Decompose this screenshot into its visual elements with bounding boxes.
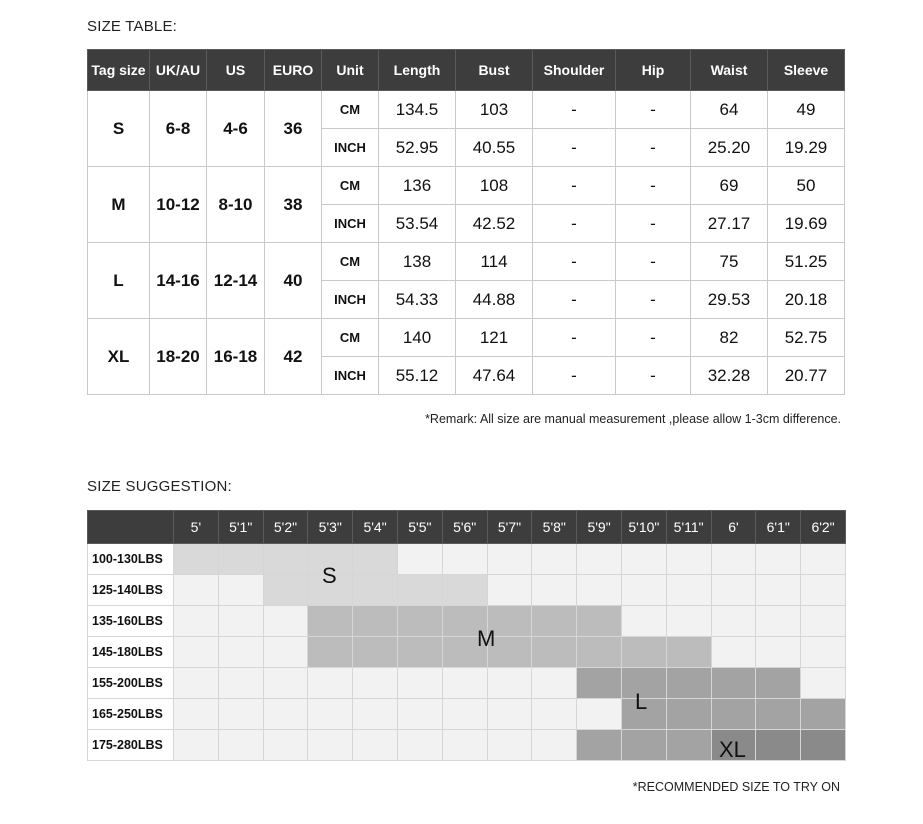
- grid-cell: [174, 606, 219, 637]
- grid-cell: [621, 544, 666, 575]
- size-tag-cell: XL: [88, 319, 150, 395]
- grid-cell: [218, 637, 263, 668]
- zone-label-l: L: [635, 689, 648, 714]
- grid-cell: [801, 699, 846, 730]
- measure-hip-cell: -: [616, 129, 691, 167]
- weight-label: 165-250LBS: [88, 699, 174, 730]
- grid-cell: [801, 544, 846, 575]
- measure-sleeve-cell: 52.75: [768, 319, 845, 357]
- grid-cell: [532, 606, 577, 637]
- height-header: 5': [174, 511, 219, 544]
- grid-cell: [308, 668, 353, 699]
- grid-cell: [487, 730, 532, 761]
- measure-shoulder-cell: -: [533, 129, 616, 167]
- grid-cell: [577, 637, 622, 668]
- grid-cell: [711, 575, 756, 606]
- grid-cell: [487, 699, 532, 730]
- grid-cell: [711, 544, 756, 575]
- measure-sleeve-cell: 20.18: [768, 281, 845, 319]
- measure-waist-cell: 27.17: [691, 205, 768, 243]
- grid-cell: [442, 699, 487, 730]
- grid-cell: [487, 575, 532, 606]
- grid-cell: [577, 606, 622, 637]
- size-table-header-row: [88, 50, 845, 91]
- grid-cell: [577, 730, 622, 761]
- measure-shoulder-cell: -: [533, 243, 616, 281]
- grid-cell: [353, 699, 398, 730]
- measure-shoulder-cell: -: [533, 167, 616, 205]
- grid-cell: [218, 730, 263, 761]
- header-bust: Bust: [456, 50, 533, 91]
- weight-label: 135-160LBS: [88, 606, 174, 637]
- weight-label: 125-140LBS: [88, 575, 174, 606]
- weight-label: 145-180LBS: [88, 637, 174, 668]
- grid-cell: [442, 575, 487, 606]
- measure-length-cell: 134.5: [379, 91, 456, 129]
- weight-row: [88, 606, 846, 637]
- size-uk-au-cell: 10-12: [150, 167, 207, 243]
- size-row-l-cm: [88, 243, 845, 281]
- measure-sleeve-cell: 19.29: [768, 129, 845, 167]
- grid-cell: [577, 575, 622, 606]
- measure-length-cell: 52.95: [379, 129, 456, 167]
- measure-bust-cell: 44.88: [456, 281, 533, 319]
- header-uk-au: UK/AU: [150, 50, 207, 91]
- height-header: 5'5": [397, 511, 442, 544]
- grid-cell: [308, 606, 353, 637]
- grid-cell: [711, 637, 756, 668]
- height-header: 5'8": [532, 511, 577, 544]
- measure-unit-cell: CM: [322, 91, 379, 129]
- grid-cell: [353, 575, 398, 606]
- weight-row: [88, 668, 846, 699]
- height-header: 5'10": [621, 511, 666, 544]
- weight-label: 175-280LBS: [88, 730, 174, 761]
- measure-length-cell: 54.33: [379, 281, 456, 319]
- grid-cell: [397, 544, 442, 575]
- measure-hip-cell: -: [616, 281, 691, 319]
- grid-cell: [397, 730, 442, 761]
- grid-cell: [666, 544, 711, 575]
- grid-cell: [756, 730, 801, 761]
- header-length: Length: [379, 50, 456, 91]
- header-shoulder: Shoulder: [533, 50, 616, 91]
- header-waist: Waist: [691, 50, 768, 91]
- measure-sleeve-cell: 50: [768, 167, 845, 205]
- size-euro-cell: 36: [265, 91, 322, 167]
- measure-hip-cell: -: [616, 167, 691, 205]
- grid-cell: [711, 668, 756, 699]
- grid-cell: [397, 575, 442, 606]
- grid-cell: [353, 637, 398, 668]
- grid-cell: [397, 606, 442, 637]
- measure-length-cell: 53.54: [379, 205, 456, 243]
- grid-cell: [397, 699, 442, 730]
- measure-sleeve-cell: 49: [768, 91, 845, 129]
- grid-cell: [174, 730, 219, 761]
- measure-length-cell: 136: [379, 167, 456, 205]
- measure-unit-cell: CM: [322, 243, 379, 281]
- recommend-note: *RECOMMENDED SIZE TO TRY ON: [632, 780, 840, 794]
- measure-waist-cell: 64: [691, 91, 768, 129]
- grid-cell: [174, 699, 219, 730]
- height-header: 5'6": [442, 511, 487, 544]
- grid-cell: [353, 668, 398, 699]
- measure-bust-cell: 103: [456, 91, 533, 129]
- grid-cell: [532, 730, 577, 761]
- measure-waist-cell: 29.53: [691, 281, 768, 319]
- grid-cell: [666, 637, 711, 668]
- grid-cell: [308, 699, 353, 730]
- header-sleeve: Sleeve: [768, 50, 845, 91]
- measure-hip-cell: -: [616, 91, 691, 129]
- grid-cell: [218, 575, 263, 606]
- grid-cell: [442, 730, 487, 761]
- grid-cell: [666, 699, 711, 730]
- size-tag-cell: S: [88, 91, 150, 167]
- size-us-cell: 8-10: [207, 167, 265, 243]
- size-table-title: SIZE TABLE:: [87, 18, 178, 35]
- grid-corner: [88, 511, 174, 544]
- grid-cell: [532, 637, 577, 668]
- size-row-s-cm: [88, 91, 845, 129]
- grid-cell: [218, 606, 263, 637]
- grid-cell: [532, 699, 577, 730]
- grid-cell: [666, 606, 711, 637]
- size-uk-au-cell: 14-16: [150, 243, 207, 319]
- grid-cell: [218, 699, 263, 730]
- grid-cell: [397, 637, 442, 668]
- grid-cell: [487, 544, 532, 575]
- grid-cell: [487, 668, 532, 699]
- height-header-row: [88, 511, 846, 544]
- size-us-cell: 16-18: [207, 319, 265, 395]
- grid-cell: [442, 544, 487, 575]
- measure-hip-cell: -: [616, 205, 691, 243]
- measure-sleeve-cell: 51.25: [768, 243, 845, 281]
- weight-row: [88, 575, 846, 606]
- grid-cell: [621, 575, 666, 606]
- header-tag-size: Tag size: [88, 50, 150, 91]
- size-uk-au-cell: 18-20: [150, 319, 207, 395]
- weight-label: 100-130LBS: [88, 544, 174, 575]
- grid-cell: [711, 699, 756, 730]
- grid-cell: [801, 668, 846, 699]
- measure-waist-cell: 75: [691, 243, 768, 281]
- header-hip: Hip: [616, 50, 691, 91]
- weight-label: 155-200LBS: [88, 668, 174, 699]
- grid-cell: [174, 544, 219, 575]
- measure-length-cell: 140: [379, 319, 456, 357]
- grid-cell: [308, 730, 353, 761]
- grid-cell: [263, 668, 308, 699]
- grid-cell: [263, 637, 308, 668]
- header-euro: EURO: [265, 50, 322, 91]
- weight-row: [88, 544, 846, 575]
- grid-cell: [621, 730, 666, 761]
- grid-cell: [218, 544, 263, 575]
- grid-cell: [756, 606, 801, 637]
- grid-cell: [801, 575, 846, 606]
- height-header: 6': [711, 511, 756, 544]
- measure-waist-cell: 82: [691, 319, 768, 357]
- measure-unit-cell: INCH: [322, 281, 379, 319]
- height-header: 5'9": [577, 511, 622, 544]
- size-us-cell: 4-6: [207, 91, 265, 167]
- measure-unit-cell: INCH: [322, 129, 379, 167]
- grid-cell: [218, 668, 263, 699]
- height-header: 5'7": [487, 511, 532, 544]
- grid-cell: [577, 544, 622, 575]
- size-row-xl-cm: [88, 319, 845, 357]
- grid-cell: [801, 606, 846, 637]
- measure-shoulder-cell: -: [533, 205, 616, 243]
- measure-unit-cell: INCH: [322, 205, 379, 243]
- measure-unit-cell: CM: [322, 319, 379, 357]
- grid-cell: [308, 637, 353, 668]
- grid-cell: [801, 730, 846, 761]
- measure-bust-cell: 121: [456, 319, 533, 357]
- measure-bust-cell: 108: [456, 167, 533, 205]
- header-us: US: [207, 50, 265, 91]
- grid-cell: [666, 575, 711, 606]
- grid-cell: [756, 668, 801, 699]
- zone-label-m: M: [477, 626, 496, 651]
- height-header: 5'4": [353, 511, 398, 544]
- grid-cell: [801, 637, 846, 668]
- measurement-remark: *Remark: All size are manual measurement ,please allow 1-3cm difference.: [425, 412, 841, 426]
- grid-cell: [174, 637, 219, 668]
- grid-cell: [666, 730, 711, 761]
- size-us-cell: 12-14: [207, 243, 265, 319]
- zone-label-xl: XL: [719, 737, 746, 762]
- weight-row: [88, 699, 846, 730]
- measure-shoulder-cell: -: [533, 281, 616, 319]
- measure-sleeve-cell: 20.77: [768, 357, 845, 395]
- size-euro-cell: 38: [265, 167, 322, 243]
- weight-row: [88, 637, 846, 668]
- measure-unit-cell: INCH: [322, 357, 379, 395]
- size-tag-cell: L: [88, 243, 150, 319]
- grid-cell: [263, 544, 308, 575]
- grid-cell: [353, 730, 398, 761]
- measure-length-cell: 138: [379, 243, 456, 281]
- size-uk-au-cell: 6-8: [150, 91, 207, 167]
- grid-cell: [756, 544, 801, 575]
- grid-cell: [621, 606, 666, 637]
- grid-cell: [666, 668, 711, 699]
- grid-cell: [577, 668, 622, 699]
- grid-cell: [263, 575, 308, 606]
- size-tag-cell: M: [88, 167, 150, 243]
- grid-cell: [174, 575, 219, 606]
- measure-waist-cell: 69: [691, 167, 768, 205]
- measure-bust-cell: 114: [456, 243, 533, 281]
- measure-hip-cell: -: [616, 357, 691, 395]
- measure-length-cell: 55.12: [379, 357, 456, 395]
- grid-cell: [711, 606, 756, 637]
- grid-cell: [577, 699, 622, 730]
- grid-cell: [532, 668, 577, 699]
- measure-bust-cell: 47.64: [456, 357, 533, 395]
- grid-cell: [532, 575, 577, 606]
- measure-shoulder-cell: -: [533, 91, 616, 129]
- measure-bust-cell: 40.55: [456, 129, 533, 167]
- measure-unit-cell: CM: [322, 167, 379, 205]
- height-header: 5'3": [308, 511, 353, 544]
- zone-label-s: S: [322, 563, 337, 588]
- height-header: 6'1": [756, 511, 801, 544]
- size-euro-cell: 42: [265, 319, 322, 395]
- height-header: 5'11": [666, 511, 711, 544]
- size-suggestion-title: SIZE SUGGESTION:: [87, 478, 232, 495]
- height-header: 6'2": [801, 511, 846, 544]
- measure-hip-cell: -: [616, 319, 691, 357]
- size-table: [87, 49, 845, 395]
- measure-waist-cell: 25.20: [691, 129, 768, 167]
- grid-cell: [532, 544, 577, 575]
- size-euro-cell: 40: [265, 243, 322, 319]
- measure-shoulder-cell: -: [533, 319, 616, 357]
- header-unit: Unit: [322, 50, 379, 91]
- measure-bust-cell: 42.52: [456, 205, 533, 243]
- height-header: 5'1": [218, 511, 263, 544]
- grid-cell: [174, 668, 219, 699]
- grid-cell: [263, 699, 308, 730]
- grid-cell: [621, 637, 666, 668]
- grid-cell: [353, 544, 398, 575]
- grid-cell: [263, 606, 308, 637]
- grid-cell: [353, 606, 398, 637]
- grid-cell: [756, 699, 801, 730]
- measure-waist-cell: 32.28: [691, 357, 768, 395]
- grid-cell: [756, 637, 801, 668]
- grid-cell: [397, 668, 442, 699]
- grid-cell: [263, 730, 308, 761]
- measure-hip-cell: -: [616, 243, 691, 281]
- measure-shoulder-cell: -: [533, 357, 616, 395]
- size-suggestion-grid: [87, 510, 846, 761]
- height-header: 5'2": [263, 511, 308, 544]
- size-row-m-cm: [88, 167, 845, 205]
- grid-cell: [442, 668, 487, 699]
- measure-sleeve-cell: 19.69: [768, 205, 845, 243]
- grid-cell: [756, 575, 801, 606]
